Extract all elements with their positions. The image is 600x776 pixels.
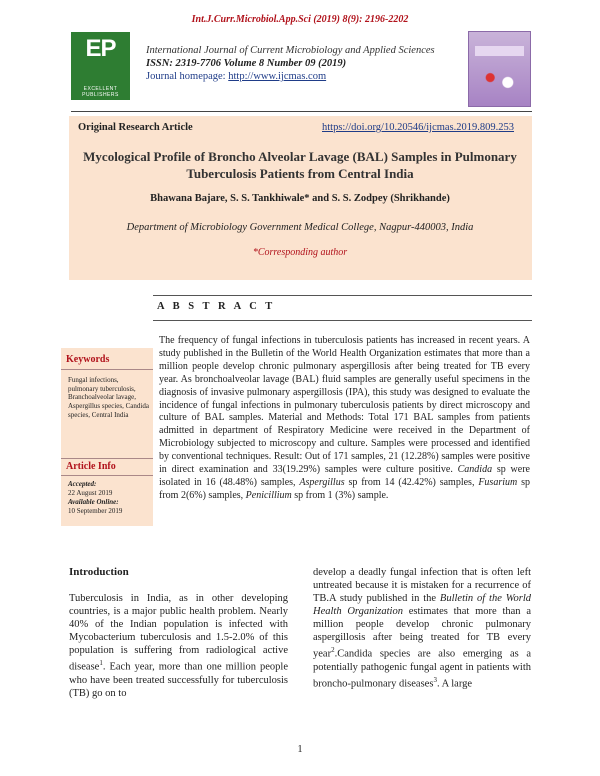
accepted-date: 22 August 2019	[68, 489, 113, 497]
abstract-part-3: sp from 14 (42.42%) samples,	[344, 476, 479, 488]
citation-3: 3	[433, 675, 437, 684]
abstract-candida: Candida	[457, 464, 493, 476]
keywords-rule	[61, 369, 153, 370]
journal-info	[146, 44, 435, 83]
publisher-logo	[71, 32, 130, 100]
online-date: 10 September 2019	[68, 507, 123, 515]
col2-text-c: .Candida species are also emerging as a potentially pathogenic fungal agent in patients with broncho-pulmonary diseases	[313, 648, 531, 689]
article-type: Original Research Article	[78, 122, 193, 133]
introduction-heading: Introduction	[69, 566, 129, 578]
abstract-top-rule	[153, 295, 532, 296]
doi-link[interactable]: https://doi.org/10.20546/ijcmas.2019.809.253	[322, 122, 515, 133]
article-info-rule-bottom	[61, 475, 153, 476]
abstract-penicillium: Penicillium	[245, 489, 292, 501]
keywords-label: Keywords	[66, 354, 110, 365]
page-number: 1	[297, 744, 303, 755]
keywords-list: Fungal infections, pulmonary tuberculosis, Branchoalveolar lavage, Aspergillus species, Candida species, Central India	[68, 376, 149, 419]
article-sidebar	[61, 348, 153, 526]
col1-text-a: Tuberculosis in India, as in other developing countries, is a major public health problem. Nearly 40% of the Indian population is infected with Mycobacterium tuberculosis and 1.5-2.0% of this population is suffering from radiological active disease	[69, 593, 288, 673]
article-title: Mycological Profile of Broncho Alveolar Lavage (BAL) Samples in Pulmonary Tuberculosis Patients from Central India	[83, 149, 517, 181]
col2-bulletin: Bulletin of the World Health Organization	[313, 593, 531, 617]
citation-2: 2	[331, 646, 335, 654]
col2-text-d: . A large	[436, 678, 473, 689]
abstract-aspergillus: Aspergillus	[299, 476, 345, 488]
article-info-label: Article Info	[66, 461, 116, 472]
cover-illustration	[477, 68, 521, 92]
logo-letters: EP	[85, 35, 116, 62]
cover-title-strip	[475, 46, 524, 56]
journal-issn: ISSN: 2319-7706 Volume 8 Number 09 (2019)	[146, 58, 347, 69]
col2-text-a: develop a deadly fungal infection that is often left untreated because it is mistaken for a recurrence of TB.A study published in the	[313, 567, 531, 604]
col1-text-b: . Each year, more than one million people who have been treated successfully for tuberculosis (TB) go on to	[69, 661, 288, 699]
online-label: Available Online:	[68, 498, 119, 506]
abstract-text	[159, 335, 530, 503]
abstract-bottom-rule	[153, 320, 532, 321]
abstract-part-4: sp from 2(6%) samples,	[159, 476, 530, 501]
abstract-fusarium: Fusarium	[478, 476, 518, 488]
article-authors: Bhawana Bajare, S. S. Tankhiwale* and S. S. Zodpey (Shrikhande)	[150, 193, 450, 204]
article-affiliation: Department of Microbiology Government Medical College, Nagpur-440003, India	[126, 222, 474, 233]
accepted-label: Accepted:	[68, 480, 97, 488]
abstract-heading: A B S T R A C T	[157, 301, 276, 312]
citation-1: 1	[99, 659, 103, 667]
body-column-left	[69, 592, 288, 700]
abstract-part-5: sp from 1 (3%) sample.	[291, 489, 389, 501]
col2-text-b: estimates that more than a million people develop chronic pulmonary aspergillosis after being treated for TB every year	[313, 606, 531, 660]
running-head: Int.J.Curr.Microbiol.App.Sci (2019) 8(9): 2196-2202	[191, 14, 409, 25]
header-divider	[71, 111, 532, 112]
corresponding-author-note: *Corresponding author	[252, 247, 348, 258]
journal-cover-image	[468, 31, 531, 107]
abstract-part-1: The frequency of fungal infections in tuberculosis patients has increased in recent years. A study published in the Bulletin of the World Health Organization estimates that more than a million people develop chronic pulmonary aspergillosis after being treated for TB every year. As bronchoalveolar lavage (BAL) fluid samples are generally useful specimens in the diagnosis of invasive pulmonary aspergillosis (IPA), this study was designed to evaluate the incidence of fungal infections in pulmonary tuberculosis patients by direct microscopy and culture of BAL samples. Material and Methods: Total 171 BAL samples from patients admitted in department of Respiratory Medicine were received in the Department of Microbiology subjected to microscopy and culture. Samples were processed and identified by conventional techniques. Result: Out of 171 samples, 21 (12.28%) samples were positive in direct examination and 33(19.29%) samples were culture positive.	[159, 335, 530, 476]
body-column-right	[313, 566, 531, 690]
homepage-link[interactable]: http://www.ijcmas.com	[228, 71, 327, 82]
logo-publisher-text: EXCELLENT PUBLISHERS	[82, 86, 119, 98]
article-info-rule-top	[61, 458, 153, 459]
journal-homepage	[146, 70, 435, 83]
abstract-part-2: sp were isolated in 16 (48.48%) samples,	[159, 464, 530, 488]
homepage-label: Journal homepage:	[146, 71, 229, 82]
journal-title: International Journal of Current Microbiology and Applied Sciences	[146, 45, 435, 56]
